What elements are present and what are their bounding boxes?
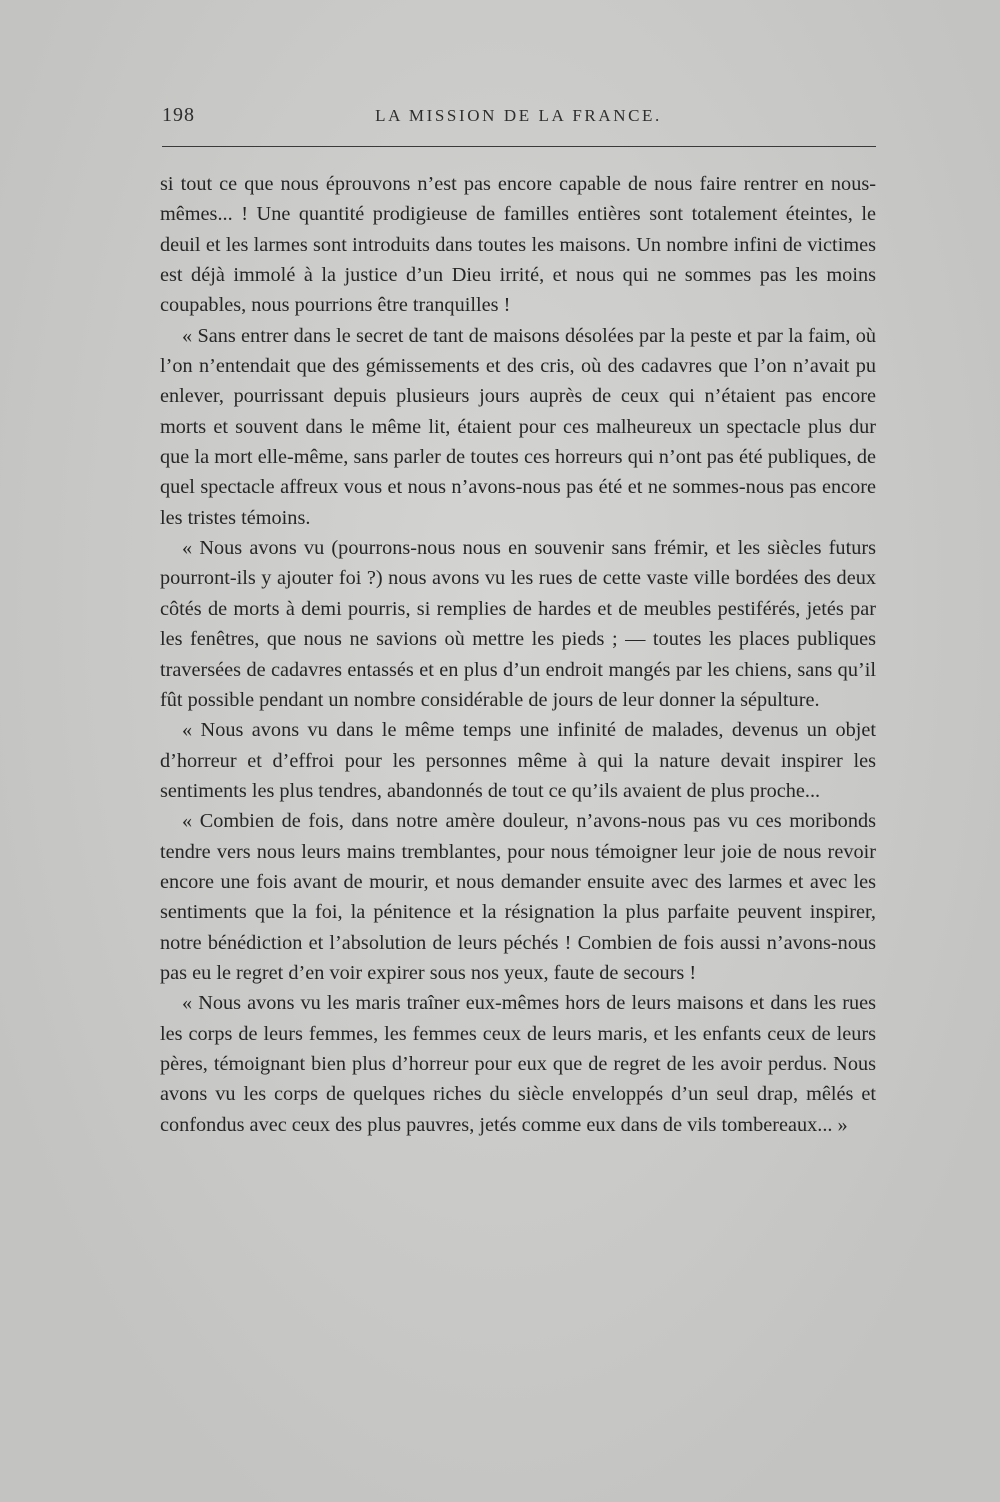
running-header (162, 104, 875, 132)
paragraph: « Nous avons vu les maris traîner eux-mêmes hors de leurs maisons et dans les rues les corps de leurs femmes, les femmes ceux de leurs maris, et les enfants ceux de leurs pères, témoignant bien plus d’horreur pour eux que de regret de les avoir perdus. Nous avons vu les corps de quelques riches du siècle enveloppés d’un seul drap, mêlés et confondus avec ceux des plus pauvres, jetés comme eux dans de vils tombereaux... » (160, 992, 876, 1136)
body-text (160, 169, 876, 1140)
paragraph: « Nous avons vu (pourrons-nous nous en souvenir sans frémir, et les siècles futurs pourront-ils y ajouter foi ?) nous avons vu les rues de cette vaste ville bordées des deux côtés de morts à demi pourris, si remplies de hardes et de meubles pestiférés, jetés par les fenêtres, que nous ne savions où mettre les pieds ; — toutes les places publiques traversées de cadavres entassés et en plus d’un endroit mangés par les chiens, sans qu’il fût possible pendant un nombre considérable de jours de leur donner la sépulture. (160, 537, 876, 711)
paragraph: « Sans entrer dans le secret de tant de maisons désolées par la peste et par la faim, où l’on n’entendait que des gémissements et des cris, où des cadavres que l’on n’avait pu enlever, pourrissant depuis plusieurs jours auprès de ceux qui n’étaient pas encore morts et souvent dans le même lit, étaient pour ces malheureux un spectacle plus dur que la mort elle-même, sans parler de toutes ces horreurs qui n’ont pas été publiques, de quel spectacle affreux vous et nous n’avons-nous pas été et ne sommes-nous pas encore les tristes témoins. (160, 324, 876, 529)
paragraph: « Combien de fois, dans notre amère douleur, n’avons-nous pas vu ces moribonds tendre vers nous leurs mains tremblantes, pour nous témoigner leur joie de nous revoir encore une fois avant de mourir, et nous demander ensuite avec des larmes et avec les sentiments que la foi, la pénitence et la résignation la plus parfaite peuvent inspirer, notre bénédiction et l’absolution de leurs péchés ! Combien de fois aussi n’avons-nous pas eu le regret d’en voir expirer sous nos yeux, faute de secours ! (160, 810, 876, 984)
page-number: 198 (162, 104, 195, 126)
header-rule (162, 146, 876, 147)
paragraph-continued: si tout ce que nous éprouvons n’est pas encore capable de nous faire rentrer en nous-mêmes... ! Une quantité prodigieuse de familles entières sont totalement éteintes, le deuil et les larmes sont introduits dans toutes les maisons. Un nombre infini de victimes est déjà immolé à la justice d’un Dieu irrité, et nous qui ne sommes pas les moins coupables, nous pourrions être tranquilles ! (160, 173, 876, 317)
paragraph: « Nous avons vu dans le même temps une infinité de malades, devenus un objet d’horreur et d’effroi pour les personnes même à qui la nature devait inspirer les sentiments les plus tendres, abandonnés de tout ce qu’ils avaient de plus proche... (160, 719, 876, 802)
running-title: LA MISSION DE LA FRANCE. (375, 106, 662, 125)
